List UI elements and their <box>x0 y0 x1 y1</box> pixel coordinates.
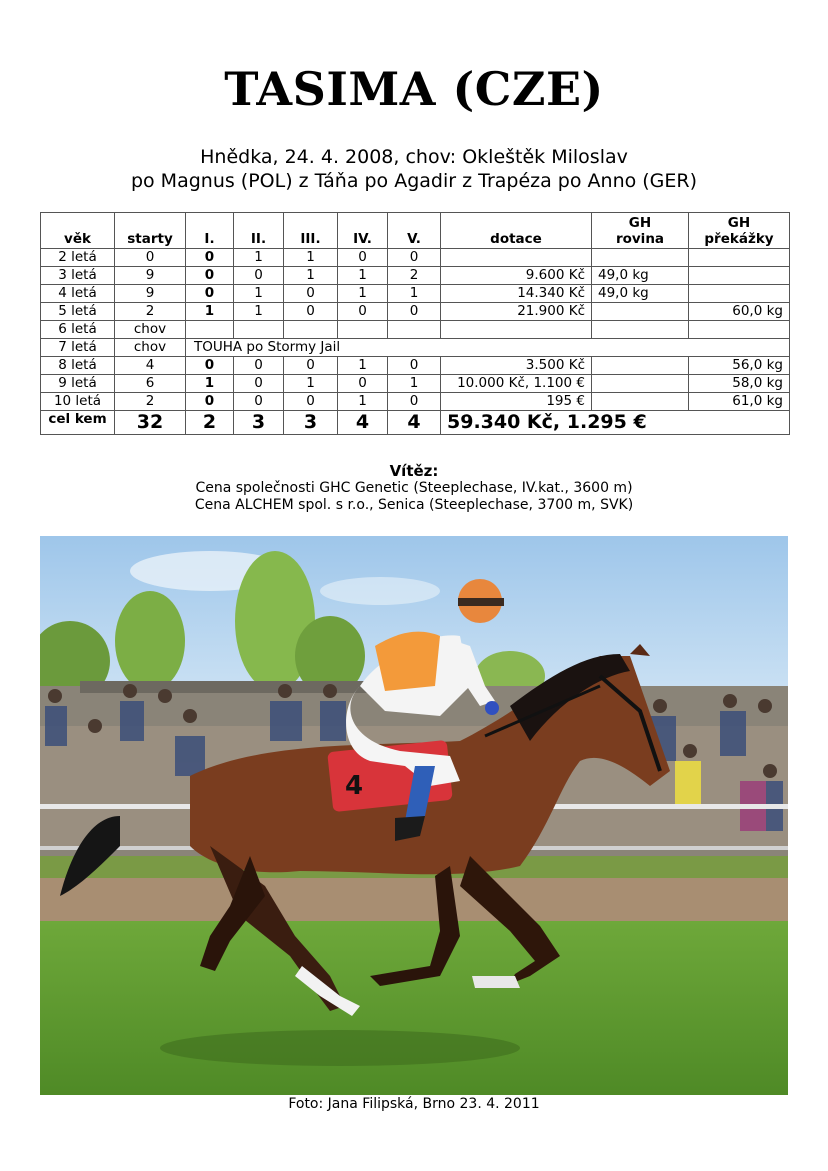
cell-gh-flat: 49,0 kg <box>592 285 689 303</box>
winner-race-1: Cena společnosti GHC Genetic (Steeplechase, IV.kat., 3600 m) <box>195 480 633 496</box>
col-second: II. <box>234 213 284 249</box>
saddle-number: 4 <box>345 771 364 801</box>
cell-starts: 4 <box>115 357 186 375</box>
cell-age: 10 letá <box>41 393 115 411</box>
cell-p2: 1 <box>234 285 284 303</box>
horse-description: Hnědka, 24. 4. 2008, chov: Okleštěk Miloslav <box>200 146 628 168</box>
col-first: I. <box>186 213 234 249</box>
cell-p4: 0 <box>338 249 388 267</box>
cell-p1: 0 <box>186 357 234 375</box>
cell-money: 3.500 Kč <box>441 357 592 375</box>
table-row <box>41 303 790 321</box>
cell-p4: 1 <box>338 393 388 411</box>
cell-p1: 1 <box>186 303 234 321</box>
cell-gh-jump: 61,0 kg <box>689 393 790 411</box>
table-row <box>41 357 790 375</box>
cell-age: 3 letá <box>41 267 115 285</box>
table-row <box>41 393 790 411</box>
cell-age: 8 letá <box>41 357 115 375</box>
cell-starts: 2 <box>115 303 186 321</box>
cell-money <box>441 249 592 267</box>
winner-heading: Vítěz: <box>389 462 439 480</box>
cell-money: 14.340 Kč <box>441 285 592 303</box>
cell-money: 10.000 Kč, 1.100 € <box>441 375 592 393</box>
cell-p4: 0 <box>338 375 388 393</box>
photo-caption: Foto: Jana Filipská, Brno 23. 4. 2011 <box>288 1096 540 1112</box>
cell-money: 9.600 Kč <box>441 267 592 285</box>
cell-p2: 0 <box>234 393 284 411</box>
cell-p4: 1 <box>338 357 388 375</box>
cell-p1: 0 <box>186 393 234 411</box>
cell-gh-flat <box>592 357 689 375</box>
cell-starts: 6 <box>115 375 186 393</box>
cell-starts: 0 <box>115 249 186 267</box>
cell-p1: 0 <box>186 267 234 285</box>
cell-p4: 0 <box>338 303 388 321</box>
cell-p3: 1 <box>284 267 338 285</box>
cell-gh-flat <box>592 393 689 411</box>
cell-p2: 1 <box>234 303 284 321</box>
cell-p3: 1 <box>284 375 338 393</box>
table-row: 7 letá chov TOUHA po Stormy Jail <box>41 339 790 357</box>
cell-age: 4 letá <box>41 285 115 303</box>
table-row <box>41 285 790 303</box>
winner-section <box>0 463 828 514</box>
table-row <box>41 267 790 285</box>
cell-p3: 0 <box>284 357 338 375</box>
cell-gh-jump <box>689 249 790 267</box>
cell-money: 195 € <box>441 393 592 411</box>
cell-p5: 0 <box>388 249 441 267</box>
table-header-row <box>41 213 790 249</box>
winner-race-2: Cena ALCHEM spol. s r.o., Senica (Steeplechase, 3700 m, SVK) <box>194 497 634 513</box>
cell-p2: 0 <box>234 375 284 393</box>
table-row <box>41 249 790 267</box>
col-money: dotace <box>441 213 592 249</box>
cell-p5: 2 <box>388 267 441 285</box>
cell-p1: 0 <box>186 249 234 267</box>
table-row: 6 letá chov <box>41 321 790 339</box>
cell-age: 9 letá <box>41 375 115 393</box>
col-age: věk <box>41 213 115 249</box>
cell-gh-jump: 56,0 kg <box>689 357 790 375</box>
cell-age: 2 letá <box>41 249 115 267</box>
col-gh-flat: GH rovina <box>592 213 689 249</box>
cell-p4: 1 <box>338 285 388 303</box>
cell-gh-jump: 60,0 kg <box>689 303 790 321</box>
cell-p2: 1 <box>234 249 284 267</box>
total-money: 59.340 Kč, 1.295 € <box>441 411 790 435</box>
table-row <box>41 375 790 393</box>
cell-p5: 0 <box>388 303 441 321</box>
cell-gh-flat <box>592 303 689 321</box>
cell-p2: 0 <box>234 267 284 285</box>
race-photo <box>40 536 788 1095</box>
cell-gh-flat: 49,0 kg <box>592 267 689 285</box>
cell-gh-jump <box>689 267 790 285</box>
race-stats-table <box>40 212 790 435</box>
cell-age: 5 letá <box>41 303 115 321</box>
horse-pedigree: po Magnus (POL) z Táňa po Agadir z Trapéza po Anno (GER) <box>130 170 698 192</box>
cell-p5: 1 <box>388 375 441 393</box>
cell-p1: 0 <box>186 285 234 303</box>
cell-gh-flat <box>592 375 689 393</box>
col-fourth: IV. <box>338 213 388 249</box>
col-gh-jump: GH překážky <box>689 213 790 249</box>
cell-gh-jump: 58,0 kg <box>689 375 790 393</box>
col-fifth: V. <box>388 213 441 249</box>
cell-money: 21.900 Kč <box>441 303 592 321</box>
cell-p2: 0 <box>234 357 284 375</box>
cell-p5: 0 <box>388 393 441 411</box>
cell-gh-jump <box>689 285 790 303</box>
cell-starts: 9 <box>115 285 186 303</box>
cell-p4: 1 <box>338 267 388 285</box>
table-total-row: cel kem 32 2 3 3 4 4 59.340 Kč, 1.295 € <box>41 411 790 435</box>
cell-p3: 0 <box>284 393 338 411</box>
horse-name-title: TASIMA (CZE) <box>224 62 604 116</box>
col-third: III. <box>284 213 338 249</box>
cell-p3: 0 <box>284 303 338 321</box>
cell-p5: 0 <box>388 357 441 375</box>
col-starts: starty <box>115 213 186 249</box>
cell-starts: 2 <box>115 393 186 411</box>
cell-p1: 1 <box>186 375 234 393</box>
cell-p3: 1 <box>284 249 338 267</box>
cell-gh-flat <box>592 249 689 267</box>
cell-p5: 1 <box>388 285 441 303</box>
cell-p3: 0 <box>284 285 338 303</box>
cell-starts: 9 <box>115 267 186 285</box>
foal-note: TOUHA po Stormy Jail <box>186 339 790 357</box>
